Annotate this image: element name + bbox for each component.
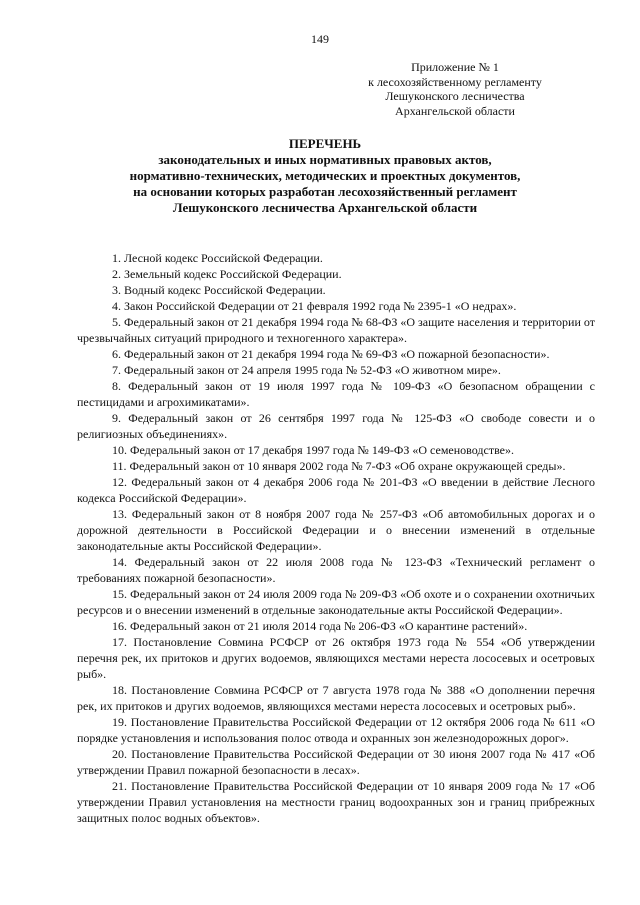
list-item: 11. Федеральный закон от 10 января 2002 года № 7-ФЗ «Об охране окружающей среды». [112,459,566,473]
list-item: 18. Постановление Совмина РСФСР от 7 августа 1978 года № 388 «О дополнении перечня рек, их притоков и других водоемов, являющихся местами нереста лососевых и осетровых рыб». [77,683,595,713]
list-item: 9. Федеральный закон от 26 сентября 1997 года № 125-ФЗ «О свободе совести и о религиозных объединениях». [77,411,595,441]
list-item: 10. Федеральный закон от 17 декабря 1997 года № 149-ФЗ «О семеноводстве». [112,443,514,457]
document-title [70,136,580,216]
appendix-line: Лешуконского лесничества [385,89,525,104]
appendix-line: к лесохозяйственному регламенту [368,74,542,89]
list-item: 15. Федеральный закон от 24 июля 2009 года № 209-ФЗ «Об охоте и о сохранении охотничьих ресурсов и о внесении изменений в отдельные законодательные акты Российской Федерации». [77,587,595,617]
title-line: на основании которых разработан лесохозяйственный регламент [133,184,517,199]
appendix-block [330,60,580,118]
list-item: 17. Постановление Совмина РСФСР от 26 октября 1973 года № 554 «Об утверждении перечня рек, их притоков и других водоемов, являющихся местами нереста лососевых и осетровых рыб». [77,635,595,681]
title-line: законодательных и иных нормативных правовых актов, [158,152,492,167]
list-item: 21. Постановление Правительства Российской Федерации от 10 января 2009 года № 17 «Об утверждении Правил установления на местности границ водоохранных зон и границ прибрежных защитных полос водных объектов». [77,779,595,825]
list-item: 12. Федеральный закон от 4 декабря 2006 года № 201-ФЗ «О введении в действие Лесного кодекса Российской Федерации». [77,475,595,505]
list-item: 4. Закон Российской Федерации от 21 февраля 1992 года № 2395-1 «О недрах». [112,299,517,313]
list-item: 20. Постановление Правительства Российской Федерации от 30 июня 2007 года № 417 «Об утверждении Правил пожарной безопасности в лесах». [77,747,595,777]
list-item: 2. Земельный кодекс Российской Федерации. [112,267,342,281]
list-item: 1. Лесной кодекс Российской Федерации. [112,251,323,265]
list-item: 16. Федеральный закон от 21 июля 2014 года № 206-ФЗ «О карантине растений». [112,619,528,633]
list-item: 3. Водный кодекс Российской Федерации. [112,283,326,297]
appendix-line: Приложение № 1 [411,60,499,74]
list-item: 7. Федеральный закон от 24 апреля 1995 года № 52-ФЗ «О животном мире». [112,363,501,377]
list-item: 6. Федеральный закон от 21 декабря 1994 года № 69-ФЗ «О пожарной безопасности». [112,347,550,361]
list-item: 13. Федеральный закон от 8 ноября 2007 года № 257-ФЗ «Об автомобильных дорогах и о дорожной деятельности в Российской Федерации и о внесении изменений в отдельные законодательные акты Российской Федерации». [77,507,595,553]
appendix-line: Архангельской области [395,103,515,118]
document-list [77,250,595,826]
list-item: 14. Федеральный закон от 22 июля 2008 года № 123-ФЗ «Технический регламент о требованиях пожарной безопасности». [77,555,595,585]
page-number: 149 [311,32,329,46]
title-line: Лешуконского лесничества Архангельской области [172,200,478,215]
list-item: 8. Федеральный закон от 19 июля 1997 года № 109-ФЗ «О безопасном обращении с пестицидами и агрохимикатами». [77,379,595,409]
title-line: ПЕРЕЧЕНЬ [288,136,362,151]
list-item: 5. Федеральный закон от 21 декабря 1994 года № 68-ФЗ «О защите населения и территории от чрезвычайных ситуаций природного и техногенного характера». [77,315,595,345]
title-line: нормативно-технических, методических и проектных документов, [129,168,521,183]
list-item: 19. Постановление Правительства Российской Федерации от 12 октября 2006 года № 611 «О порядке установления и использования полос отвода и охранных зон железнодорожных дорог». [77,715,595,745]
